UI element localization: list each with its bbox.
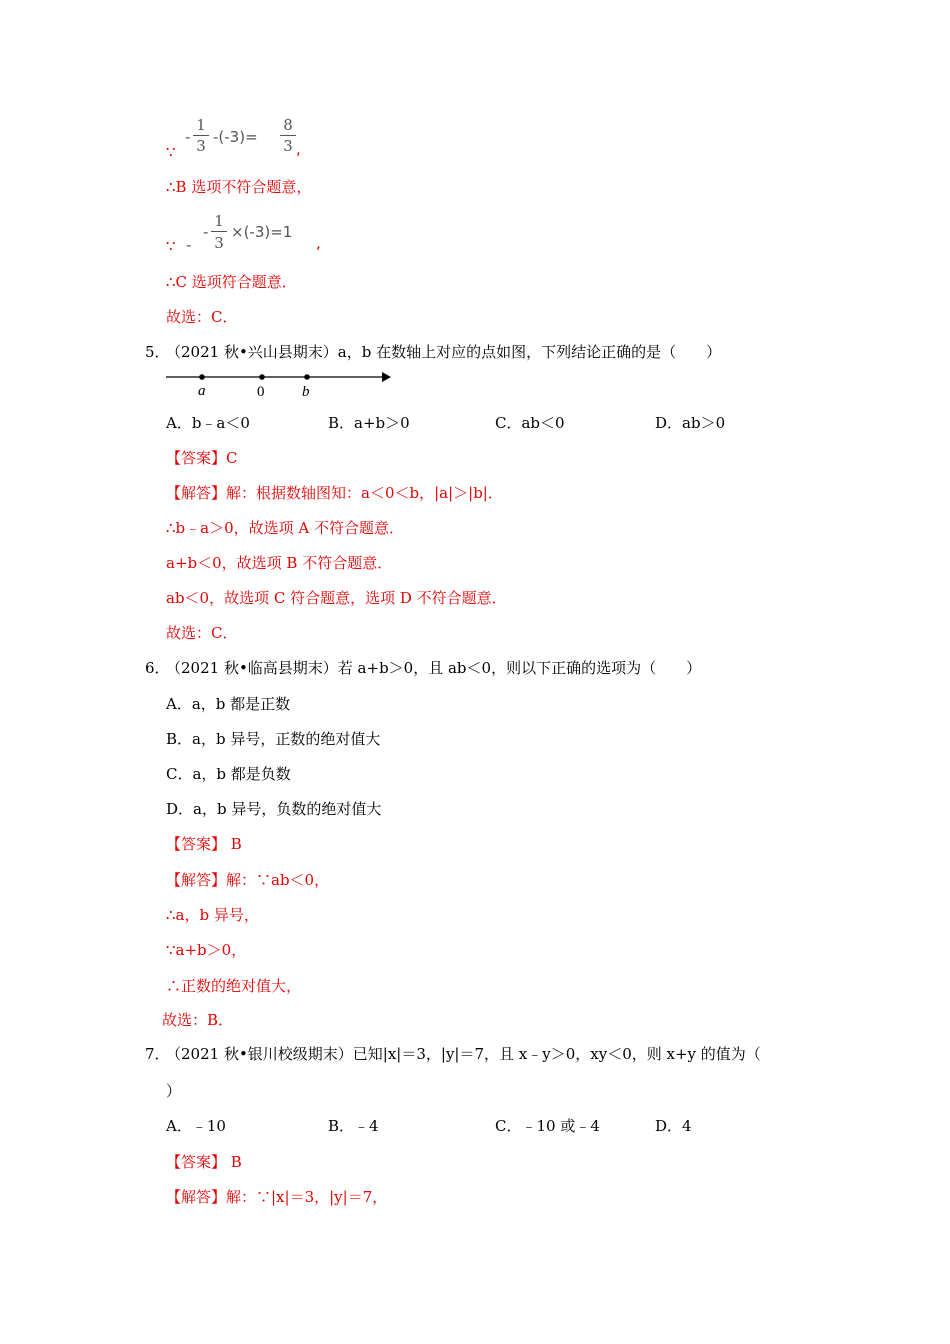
q5-analysis-5: 故选：C．: [166, 624, 238, 642]
frac-den: 3: [214, 234, 224, 252]
q7-option-a: A．﹣10: [166, 1117, 226, 1135]
frac-num: 1: [214, 212, 224, 230]
q6-analysis-2: ∴a，b 异号，: [166, 906, 259, 924]
q7-option-c: C．﹣10 或﹣4: [495, 1117, 600, 1135]
q5-number: 5．: [145, 343, 170, 361]
q5-analysis-3: a+b＜0，故选项 B 不符合题意．: [166, 554, 393, 572]
q4-c-line: ∴C 选项符合题意．: [166, 273, 297, 291]
point-zero: [259, 374, 265, 380]
q6-number: 6．: [145, 659, 170, 677]
result-fraction-bar: [280, 135, 296, 136]
q7-option-b: B．﹣4: [328, 1117, 379, 1135]
comma: ,: [296, 140, 301, 158]
q6-analysis-5: 故选：B．: [162, 1011, 234, 1029]
q5-answer: 【答案】C: [166, 449, 238, 467]
frac-num: 1: [196, 116, 206, 134]
axis-arrow: [382, 372, 391, 382]
q5-analysis-4: ab＜0，故选项 C 符合题意，选项 D 不符合题意．: [166, 589, 507, 607]
q4-choose: 故选：C．: [166, 308, 238, 326]
fraction-bar: [211, 231, 227, 232]
q5-option-d: D．ab＞0: [655, 414, 726, 432]
q7-stem: （2021 秋•银川校级期末）已知|x|＝3，|y|＝7，且 x﹣y＞0，xy＜0，则 x+y 的值为（: [166, 1045, 761, 1063]
number-line-figure: [160, 365, 395, 401]
q5-analysis-1: 【解答】解：根据数轴图知：a＜0＜b，|a|＞|b|．: [166, 484, 503, 502]
label-b: b: [302, 384, 310, 400]
q6-option-b: B．a，b 异号，正数的绝对值大: [166, 730, 381, 748]
q7-analysis-1: 【解答】解：∵|x|＝3，|y|＝7，: [166, 1188, 388, 1206]
q5-option-a: A．b﹣a＜0: [166, 414, 250, 432]
q5-option-c: C．ab＜0: [495, 414, 565, 432]
point-a: [199, 374, 205, 380]
formula-rest: ×(-3)=1: [231, 223, 293, 241]
q6-option-c: C．a，b 都是负数: [166, 765, 291, 783]
q6-option-d: D．a，b 异号，负数的绝对值大: [166, 800, 382, 818]
neg-sign: -: [185, 128, 191, 146]
label-a: a: [198, 383, 206, 399]
q5-stem: （2021 秋•兴山县期末）a，b 在数轴上对应的点如图，下列结论正确的是（ ）: [166, 343, 722, 361]
q7-stem-continued: ）: [166, 1082, 182, 1100]
q7-number: 7．: [145, 1045, 170, 1063]
q5-option-b: B．a+b＞0: [328, 414, 410, 432]
comma: ,: [316, 234, 321, 252]
q6-option-a: A．a，b 都是正数: [166, 695, 291, 713]
q7-answer: 【答案】 B: [166, 1153, 242, 1171]
label-zero: 0: [257, 384, 265, 400]
q7-option-d: D．4: [655, 1117, 692, 1135]
fraction-bar: [193, 135, 209, 136]
point-b: [304, 374, 310, 380]
q6-analysis-4: ∴正数的绝对值大，: [166, 977, 302, 995]
q4-b-line: ∴B 选项不符合题意，: [166, 178, 312, 196]
formula-rest: -(-3)=: [213, 128, 258, 146]
minus-sign: -: [186, 236, 192, 254]
result-den: 3: [283, 137, 293, 155]
q6-stem: （2021 秋•临高县期末）若 a+b＞0，且 ab＜0，则以下正确的选项为（ ）: [166, 659, 702, 677]
q6-analysis-1: 【解答】解：∵ab＜0，: [166, 871, 330, 889]
because-symbol: ∵: [166, 237, 176, 255]
q5-analysis-2: ∴b﹣a＞0，故选项 A 不符合题意．: [166, 519, 405, 537]
q6-analysis-3: ∵a+b＞0，: [166, 941, 247, 959]
because-symbol: ∵: [166, 143, 176, 161]
neg-sign: -: [203, 223, 209, 241]
result-num: 8: [283, 116, 293, 134]
frac-den: 3: [196, 137, 206, 155]
q6-answer: 【答案】 B: [166, 835, 242, 853]
